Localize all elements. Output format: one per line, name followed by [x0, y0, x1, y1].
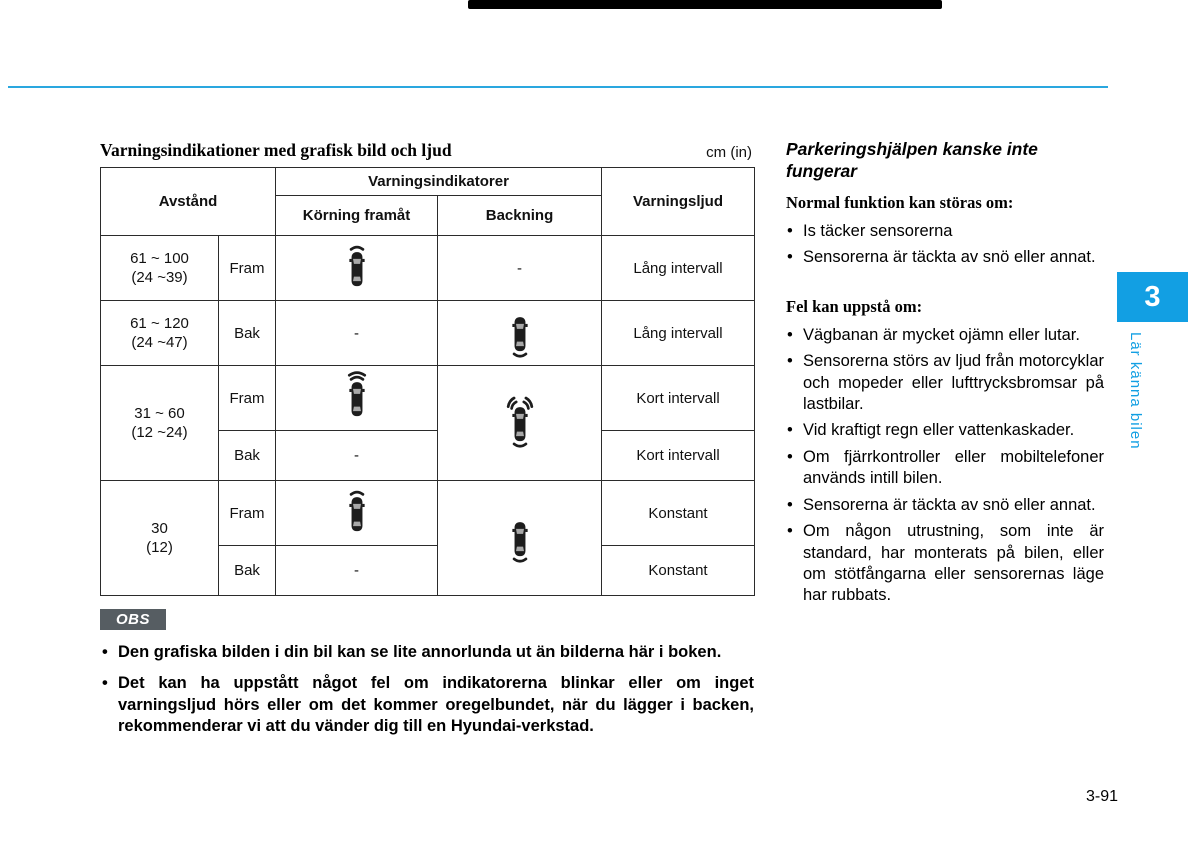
header-forward: Körning framåt — [276, 196, 438, 236]
header-reverse: Backning — [438, 196, 602, 236]
section-list — [786, 325, 1104, 607]
distance-cell — [101, 366, 219, 481]
table-title-row — [100, 140, 754, 161]
car-rear-sensor-far-icon — [504, 303, 536, 363]
table-header-row — [101, 168, 755, 196]
header-sound: Varningsljud — [602, 168, 755, 236]
sound-cell: Lång intervall — [602, 301, 755, 366]
distance-in: (12) — [146, 539, 173, 556]
distance-in: (24 ~47) — [131, 334, 188, 351]
distance-cm: 30 — [151, 519, 168, 537]
list-item: • Sensorerna är täckta av snö eller annat. — [786, 495, 1104, 516]
distance-cm: 31 ~ 60 — [134, 404, 185, 422]
table-row — [101, 301, 755, 366]
side-cell: Bak — [219, 546, 276, 596]
table-row — [101, 236, 755, 301]
sound-cell: Kort intervall — [602, 366, 755, 431]
reverse-indicator-cell — [438, 366, 602, 481]
header-distance: Avstånd — [101, 168, 276, 236]
obs-badge: OBS — [100, 609, 166, 630]
side-cell: Fram — [219, 481, 276, 546]
forward-indicator-cell: - — [276, 546, 438, 596]
car-front-corner-rear-sensor-icon — [504, 393, 536, 453]
distance-cell — [101, 301, 219, 366]
sound-cell: Kort intervall — [602, 431, 755, 481]
right-column-title: Parkeringshjälpen kanske inte fungerar — [786, 139, 1038, 181]
sound-cell: Lång intervall — [602, 236, 755, 301]
car-front-sensor-near-icon — [341, 483, 373, 543]
header-indicators: Varningsindikatorer — [276, 168, 602, 196]
side-cell: Bak — [219, 301, 276, 366]
list-item: • Is täcker sensorerna — [786, 221, 1104, 242]
distance-in: (24 ~39) — [131, 269, 188, 286]
unit-label: cm (in) — [706, 144, 752, 161]
car-front-sensor-far-icon — [341, 238, 373, 298]
side-cell: Bak — [219, 431, 276, 481]
section-heading: Fel kan uppstå om: — [786, 296, 923, 316]
list-item: • Sensorerna är täckta av snö eller annat. — [786, 247, 1104, 268]
table-row — [101, 366, 755, 431]
chapter-tab: 3 — [1117, 272, 1188, 322]
note-list — [100, 642, 754, 738]
forward-indicator-cell: - — [276, 301, 438, 366]
main-column — [100, 140, 754, 747]
reverse-indicator-cell: - — [438, 236, 602, 301]
note-item: • Den grafiska bilden i din bil kan se lite annorlunda ut än bilderna här i boken. — [100, 642, 754, 664]
note-item: • Det kan ha uppstått något fel om indikatorerna blinkar eller om inget varningsljud hörs eller om det kommer oregelbundet, när du lägger i backen, rekommenderar vi att du vänder dig till en Hyundai-verkstad. — [100, 673, 754, 738]
forward-indicator-cell — [276, 481, 438, 546]
list-item: • Vägbanan är mycket ojämn eller lutar. — [786, 325, 1104, 346]
section-list — [786, 221, 1104, 269]
section-heading: Normal funktion kan störas om: — [786, 192, 1014, 212]
list-item: • Om någon utrustning, som inte är standard, har monterats på bilen, eller om stötfångarna eller sensorernas läge har rubbats. — [786, 521, 1104, 607]
right-column — [786, 139, 1104, 612]
distance-cell — [101, 481, 219, 596]
chapter-side-label: Lär känna bilen — [1127, 332, 1144, 450]
reverse-indicator-cell — [438, 301, 602, 366]
distance-cm: 61 ~ 100 — [130, 249, 189, 267]
distance-cell — [101, 236, 219, 301]
forward-indicator-cell — [276, 236, 438, 301]
list-item: • Vid kraftigt regn eller vattenkaskader. — [786, 420, 1104, 441]
table-row — [101, 481, 755, 546]
warning-indicators-table — [100, 167, 755, 596]
sound-cell: Konstant — [602, 481, 755, 546]
car-rear-sensor-near-icon — [504, 508, 536, 568]
side-cell: Fram — [219, 236, 276, 301]
page-number: 3-91 — [1086, 788, 1119, 805]
distance-in: (12 ~24) — [131, 424, 188, 441]
table-title: Varningsindikationer med grafisk bild och ljud — [100, 140, 452, 160]
distance-cm: 61 ~ 120 — [130, 314, 189, 332]
forward-indicator-cell — [276, 366, 438, 431]
forward-indicator-cell: - — [276, 431, 438, 481]
side-cell: Fram — [219, 366, 276, 431]
redacted-header-bar — [468, 0, 942, 9]
car-front-sensor-mid-icon — [341, 368, 373, 428]
list-item: • Sensorerna störs av ljud från motorcyklar och mopeder eller lufttrycksbromsar på lastbilar. — [786, 351, 1104, 415]
header-rule — [8, 86, 1108, 88]
list-item: • Om fjärrkontroller eller mobiltelefoner används intill bilen. — [786, 447, 1104, 490]
reverse-indicator-cell — [438, 481, 602, 596]
sound-cell: Konstant — [602, 546, 755, 596]
